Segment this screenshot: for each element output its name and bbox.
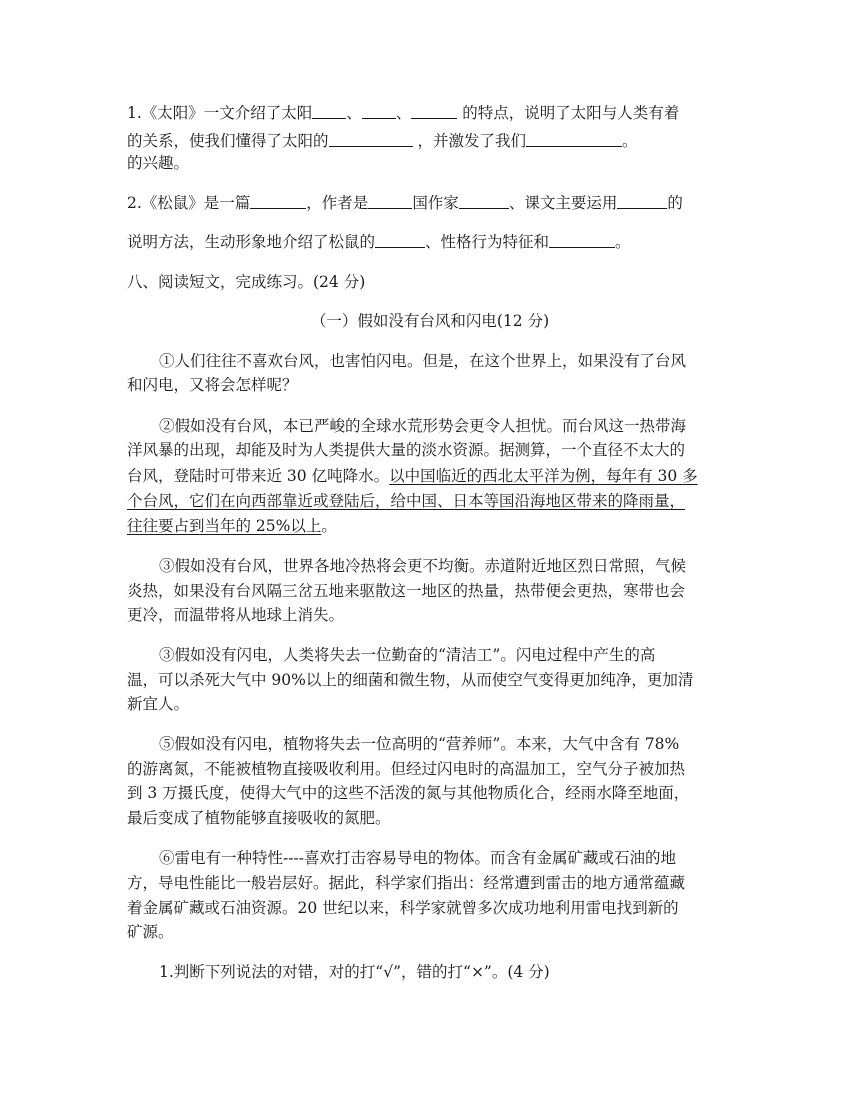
underlined-sentence: 往往要占到当年的 25%以上: [127, 517, 322, 535]
q2-line-2: [127, 232, 631, 252]
underlined-sentence: 以中国临近的西北太平洋为例，每年有 30 多: [389, 467, 698, 485]
paragraph-line: 新宜人。: [127, 695, 190, 713]
q2-text: 、性格行为特征和: [425, 233, 550, 251]
q2-text: 、课文主要运用: [508, 194, 618, 212]
paragraph-line: 最后变成了植物能够直接吸收的氮肥。: [127, 809, 391, 827]
q2-text: 国作家: [412, 194, 459, 212]
paragraph-line: 到 3 万摄氏度，使得大气中的这些不活泼的氮与其他物质化合，经雨水降至地面，: [127, 784, 690, 802]
paragraph-line: 矿源。: [127, 923, 174, 941]
q1-text: 的特点，说明了太阳与人类有着: [457, 104, 680, 122]
q2-text: 的: [667, 194, 683, 212]
q1-text: ，并激发了我们: [412, 132, 526, 150]
paragraph-line: ③假如没有闪电，人类将失去一位勤奋的“清洁工”。闪电过程中产生的高: [159, 646, 656, 664]
answer-blank[interactable]: [459, 193, 509, 209]
q1-text: 的关系，使我们懂得了太阳的: [127, 132, 329, 150]
answer-blank[interactable]: [526, 131, 622, 147]
section-heading: 八、阅读短文，完成练习。(24 分): [127, 273, 366, 291]
q2-text: 。: [615, 233, 631, 251]
q2-text: 说明方法，生动形象地介绍了松鼠的: [127, 233, 376, 251]
paragraph-line: [127, 516, 337, 536]
paragraph-line: 和闪电，又将会怎样呢？: [127, 376, 298, 394]
q1-text: 的兴趣。: [127, 154, 190, 172]
q1-line-2: [127, 131, 637, 151]
passage-title: （一）假如没有台风和闪电(12 分): [310, 312, 550, 330]
underlined-sentence: 个台风，它们在向西部靠近或登陆后，给中国、日本等国沿海地区带来的降雨量，: [127, 492, 686, 510]
task-heading: 1.判断下列说法的对错，对的打“√”，错的打“×”。(4 分): [159, 963, 550, 981]
paragraph-line: 的游离氮，不能被植物直接吸收利用。但经过闪电时的高温加工，空气分子被加热: [127, 760, 686, 778]
answer-blank[interactable]: [549, 232, 615, 248]
paragraph-text: 。: [321, 517, 337, 535]
paragraph-line: ⑥雷电有一种特性----喜欢打击容易导电的物体。而含有金属矿藏或石油的地: [159, 849, 676, 867]
q1-text: 。: [621, 132, 638, 150]
paragraph-line: ③假如没有台风，世界各地冷热将会更不均衡。赤道附近地区烈日常照，气候: [159, 557, 687, 575]
paragraph-line: 炎热，如果没有台风隔三岔五地来驱散这一地区的热量，热带便会更热，寒带也会: [127, 582, 686, 600]
q2-text: 2.《松鼠》是一篇: [127, 194, 251, 212]
q2-line-1: [127, 193, 683, 213]
answer-blank[interactable]: [250, 193, 306, 209]
answer-blank[interactable]: [368, 193, 412, 209]
paragraph-line: [127, 466, 698, 486]
paragraph-text: 台风，登陆时可带来近 30 亿吨降水。: [127, 467, 390, 485]
paragraph-line: 着金属矿藏或石油资源。20 世纪以来，科学家就曾多次成功地利用雷电找到新的: [127, 899, 679, 917]
paragraph-line: ⑤假如没有闪电，植物将失去一位高明的“营养师”。本来，大气中含有 78%: [159, 735, 680, 753]
answer-blank[interactable]: [329, 131, 413, 147]
q1-text: 、: [346, 104, 362, 122]
paragraph-line: ①人们往往不喜欢台风，也害怕闪电。但是，在这个世界上，如果没有了台风: [159, 352, 687, 370]
answer-blank[interactable]: [411, 103, 457, 119]
q1-text: 、: [395, 104, 412, 122]
q1-line-3: [127, 153, 189, 173]
paragraph-line: 洋风暴的出现，却能及时为人类提供大量的淡水资源。据测算，一个直径不太大的: [127, 441, 686, 459]
answer-blank[interactable]: [362, 103, 396, 119]
paragraph-line: 温，可以杀死大气中 90%以上的细菌和微生物，从而使空气变得更加纯净，更加清: [127, 671, 694, 689]
answer-blank[interactable]: [617, 193, 667, 209]
answer-blank[interactable]: [312, 103, 346, 119]
q1-text: 1.《太阳》一文介绍了太阳: [127, 104, 313, 122]
paragraph-line: 更冷，而温带将从地球上消失。: [127, 606, 345, 624]
q2-text: ，作者是: [306, 194, 369, 212]
answer-blank[interactable]: [375, 232, 425, 248]
paragraph-line: ②假如没有台风，本已严峻的全球水荒形势会更令人担忧。而台风这一热带海: [159, 417, 687, 435]
q1-line-1: [127, 103, 679, 123]
paragraph-line: 方，导电性能比一般岩层好。据此，科学家们指出：经常遭到雷击的地方通常蕴藏: [127, 874, 686, 892]
